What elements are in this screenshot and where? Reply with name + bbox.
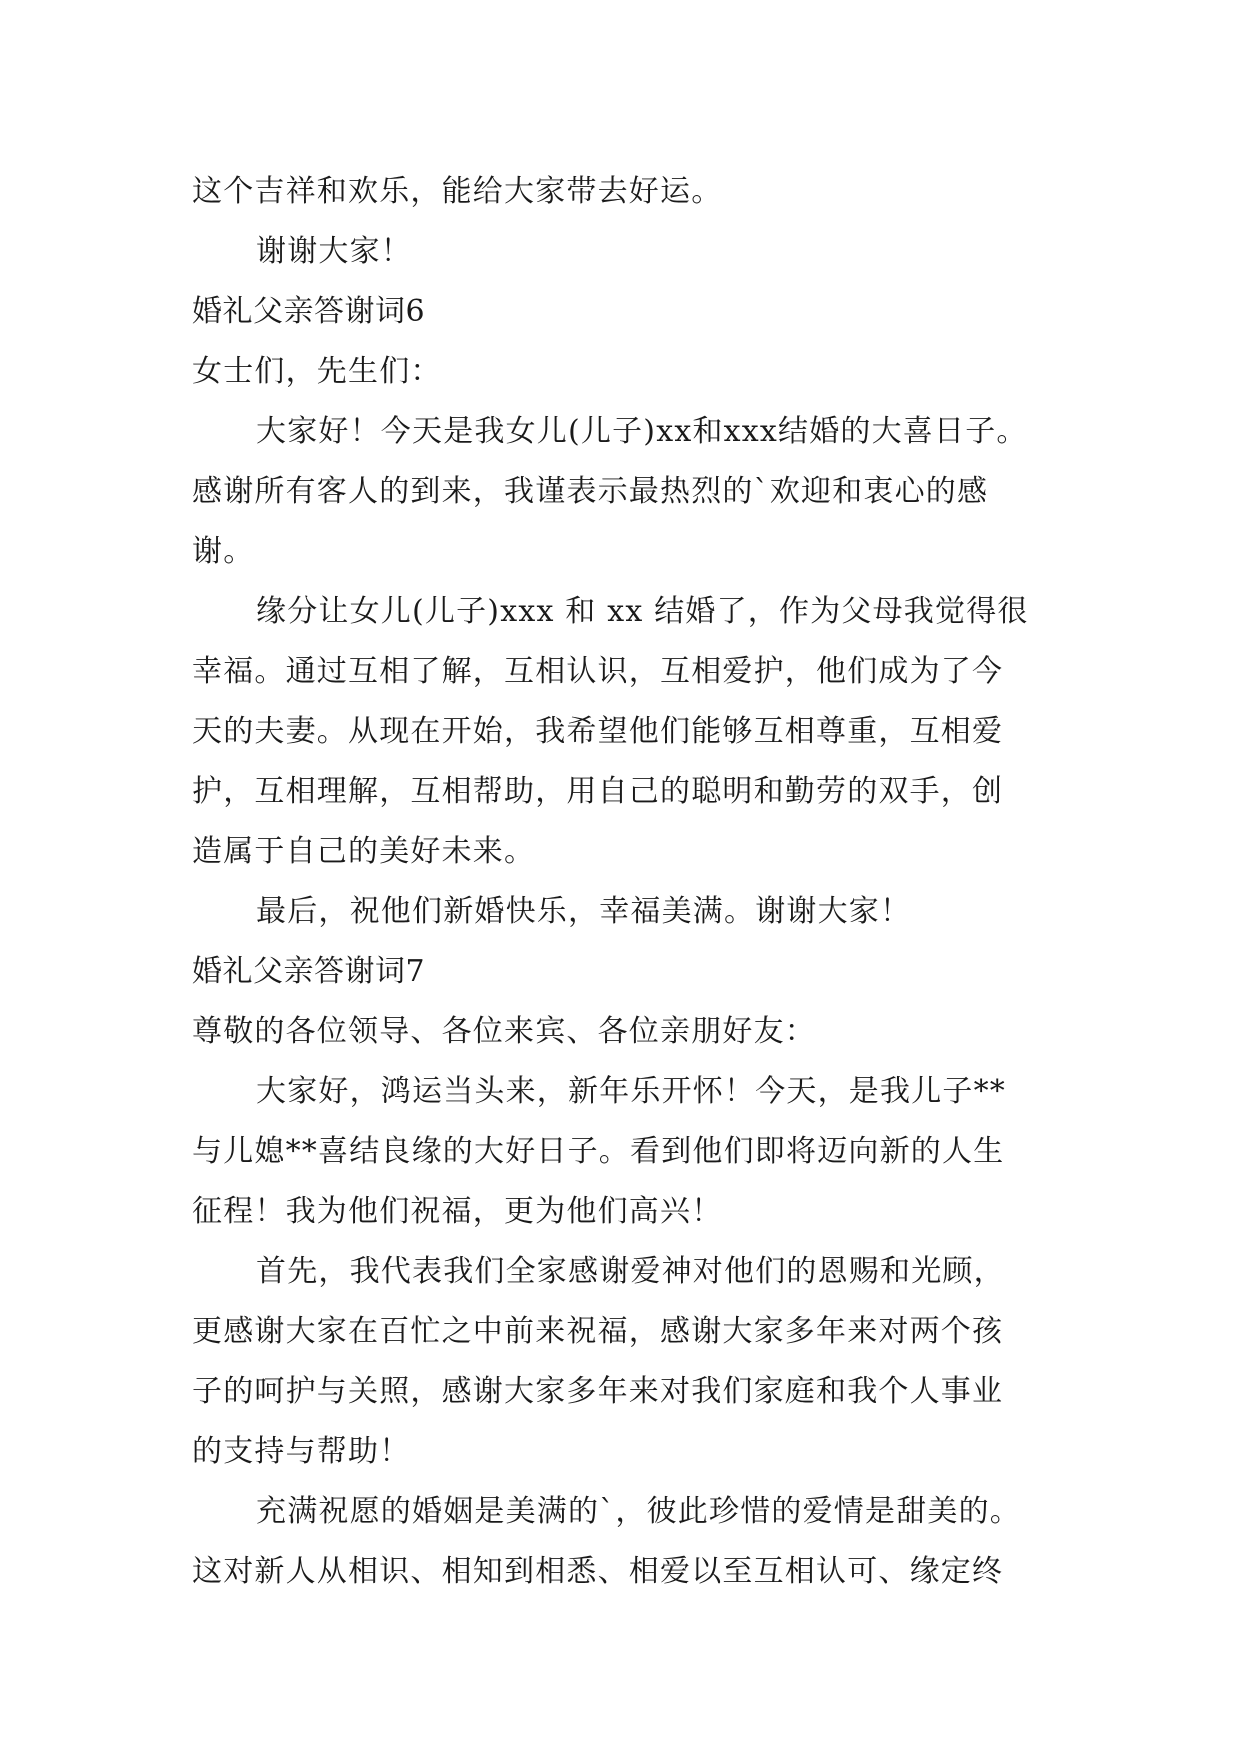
paragraph-line: 充满祝愿的婚姻是美满的`，彼此珍惜的爱情是甜美的。 <box>256 1494 1021 1529</box>
paragraph-line: 大家好！今天是我女儿(儿子)xx和xxx结婚的大喜日子。 <box>256 414 1028 449</box>
document-body <box>192 162 1062 1602</box>
paragraph-line: 这个吉祥和欢乐，能给大家带去好运。 <box>192 174 723 209</box>
paragraph-line: 幸福。通过互相了解，互相认识，互相爱护，他们成为了今 <box>192 654 1004 689</box>
section-heading: 婚礼父亲答谢词6 <box>192 294 426 329</box>
paragraph-line: 的支持与帮助！ <box>192 1434 411 1469</box>
paragraph-line: 与儿媳**喜结良缘的大好日子。看到他们即将迈向新的人生 <box>192 1134 1005 1169</box>
paragraph-line: 征程！我为他们祝福，更为他们高兴！ <box>192 1194 723 1229</box>
salutation-line: 女士们，先生们： <box>192 354 442 389</box>
paragraph-line: 造属于自己的美好未来。 <box>192 834 536 869</box>
paragraph-line: 这对新人从相识、相知到相悉、相爱以至互相认可、缘定终 <box>192 1554 1004 1589</box>
paragraph-line: 子的呵护与关照，感谢大家多年来对我们家庭和我个人事业 <box>192 1374 1004 1409</box>
paragraph-line: 最后，祝他们新婚快乐，幸福美满。谢谢大家！ <box>256 894 912 929</box>
section-heading: 婚礼父亲答谢词7 <box>192 954 426 989</box>
paragraph-line: 缘分让女儿(儿子)xxx 和 xx 结婚了，作为父母我觉得很 <box>256 594 1029 629</box>
paragraph-line: 护，互相理解，互相帮助，用自己的聪明和勤劳的双手，创 <box>192 774 1004 809</box>
paragraph-line: 大家好，鸿运当头来，新年乐开怀！今天，是我儿子** <box>256 1074 1006 1109</box>
paragraph-line: 天的夫妻。从现在开始，我希望他们能够互相尊重，互相爱 <box>192 714 1004 749</box>
paragraph-line: 感谢所有客人的到来，我谨表示最热烈的`欢迎和衷心的感 <box>192 474 989 509</box>
paragraph-line: 谢谢大家！ <box>256 234 412 269</box>
paragraph-line: 更感谢大家在百忙之中前来祝福，感谢大家多年来对两个孩 <box>192 1314 1004 1349</box>
paragraph-line: 谢。 <box>192 534 255 569</box>
salutation-line: 尊敬的各位领导、各位来宾、各位亲朋好友： <box>192 1014 816 1049</box>
paragraph-line: 首先，我代表我们全家感谢爱神对他们的恩赐和光顾， <box>256 1254 1005 1289</box>
